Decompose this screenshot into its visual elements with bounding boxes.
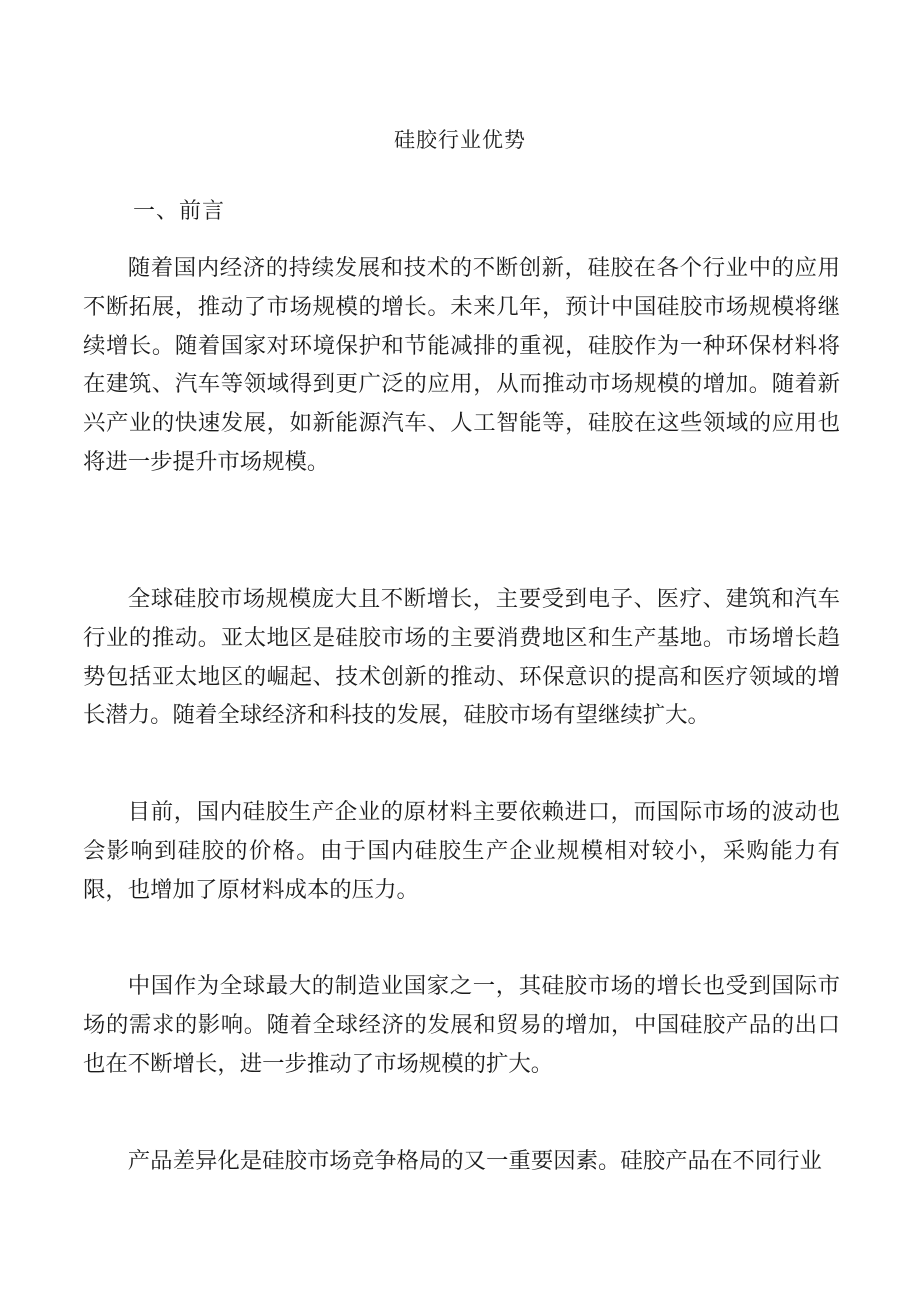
- paragraph: 产品差异化是硅胶市场竞争格局的又一重要因素。硅胶产品在不同行业: [127, 1148, 822, 1174]
- section-heading: 一、前言: [133, 199, 226, 224]
- document-title: 硅胶行业优势: [394, 128, 526, 152]
- paragraph: 中国作为全球最大的制造业国家之一，其硅胶市场的增长也受到国际市场的需求的影响。随着全球经济的发展和贸易的增加，中国硅胶产品的出口也在不断增长，进一步推动了市场规模的扩大。: [83, 973, 840, 1077]
- paragraph: 全球硅胶市场规模庞大且不断增长，主要受到电子、医疗、建筑和汽车行业的推动。亚太地区是硅胶市场的主要消费地区和生产基地。市场增长趋势包括亚太地区的崛起、技术创新的推动、环保意识的提高和医疗领域的增长潜力。随着全球经济和科技的发展，硅胶市场有望继续扩大。: [83, 586, 840, 729]
- paragraph: 目前，国内硅胶生产企业的原材料主要依赖进口，而国际市场的波动也会影响到硅胶的价格。由于国内硅胶生产企业规模相对较小，采购能力有限，也增加了原材料成本的压力。: [83, 799, 840, 903]
- paragraph: 随着国内经济的持续发展和技术的不断创新，硅胶在各个行业中的应用不断拓展，推动了市场规模的增长。未来几年，预计中国硅胶市场规模将继续增长。随着国家对环境保护和节能减排的重视，硅胶作为一种环保材料将在建筑、汽车等领域得到更广泛的应用，从而推动市场规模的增加。随着新兴产业的快速发展，如新能源汽车、人工智能等，硅胶在这些领域的应用也将进一步提升市场规模。: [83, 255, 840, 475]
